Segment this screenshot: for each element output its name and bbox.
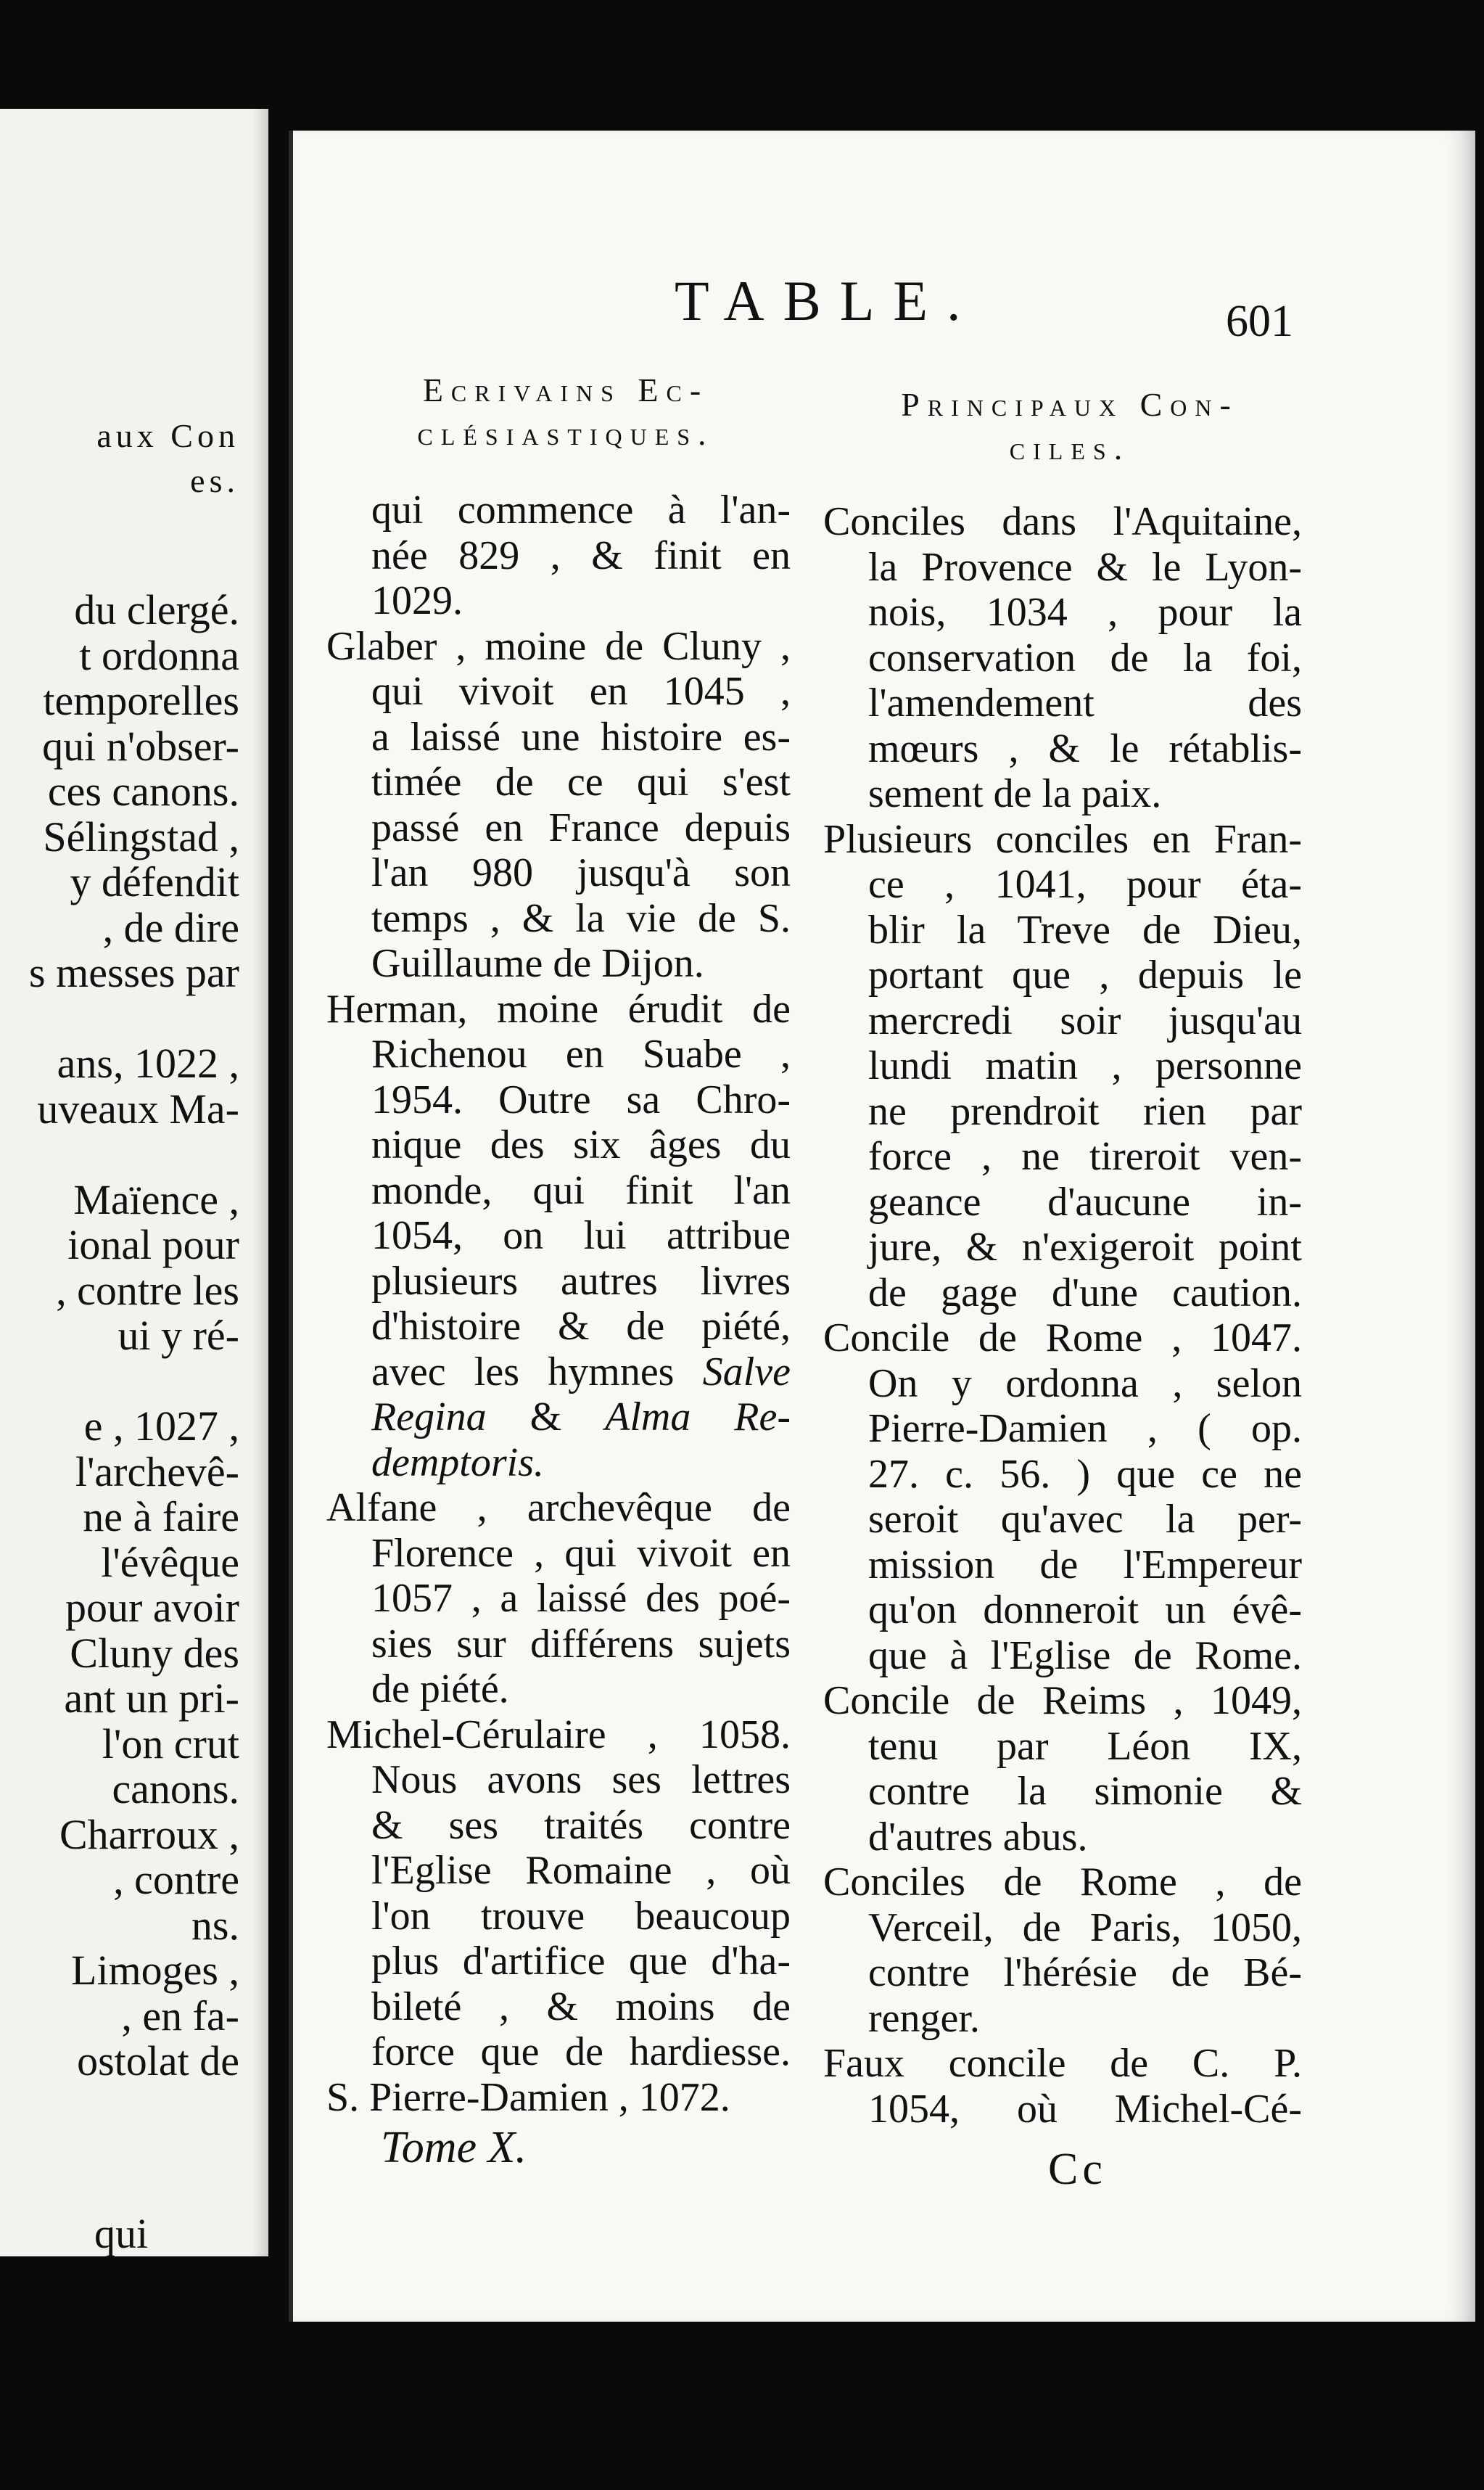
table-entry-line: l'on trouve beaucoup [371,1893,791,1939]
table-entry-line: On y ordonna , selon [868,1360,1302,1406]
facing-page-line: l'on crut [102,1719,239,1767]
table-entry-line: ce , 1041, pour éta- [868,862,1302,907]
table-entry-line: la Provence & le Lyon- [868,544,1302,590]
facing-page-line: t ordonna [79,631,239,679]
table-entry-line: nois, 1034 , pour la [868,590,1302,635]
table-entry-line: mœurs , & le rétablis- [868,726,1302,771]
facing-page-line: Charroux , [59,1810,239,1858]
page-fold [252,109,268,2256]
table-entry-line: Pierre-Damien , ( op. [868,1406,1302,1451]
table-entry-line: blir la Treve de Dieu, [868,907,1302,953]
table-entry-line: portant que , depuis le [868,953,1302,998]
table-entry-line: geance d'aucune in- [868,1179,1302,1225]
table-entry-line: tenu par Léon IX, [868,1723,1302,1769]
heading-line: Principaux Con- [901,386,1239,423]
table-entry-line: qu'on donneroit un évê- [868,1587,1302,1632]
facing-page-line: , contre les [56,1266,239,1314]
table-entry-line: a laissé une histoire es- [371,714,791,760]
facing-page-line: ostolat de [77,2037,239,2084]
left-header-line-2: es. [190,462,239,499]
facing-page-line: temporelles [43,677,239,724]
table-entry-line: bileté , & moins de [371,1984,791,2029]
facing-page-line: , en fa- [121,1992,239,2039]
table-entry-line: monde, qui finit l'an [371,1167,791,1213]
table-entry-line: qui vivoit en 1045 , [371,669,791,714]
facing-page-line: , de dire [102,903,239,951]
facing-page-line: qui n'obser- [42,722,239,770]
column-heading-writers [330,369,801,456]
facing-page-line: Sélingstad , [43,813,239,860]
table-entry-line: née 829 , & finit en [371,533,791,578]
table-entry-line: lundi matin , personne [868,1043,1302,1088]
table-entry-line: contre l'hérésie de Bé- [868,1950,1302,1995]
table-entry-line: d'histoire & de piété, [371,1304,791,1349]
table-entry-line: Florence , qui vivoit en [371,1530,791,1576]
facing-page-line: y défendit [70,858,239,905]
facing-page-line: Limoges , [71,1947,239,1994]
table-entry-line: 1954. Outre sa Chro- [371,1077,791,1122]
volume-signature: Tome X. [381,2123,527,2172]
table-entry-line: plus d'artifice que d'ha- [371,1939,791,1984]
facing-page-line: du clergé. [74,586,239,633]
facing-page-line: ns. [191,1901,239,1949]
table-entry-line: Plusieurs conciles en Fran- [823,816,1302,862]
table-entry-line: 1054, où Michel-Cé- [868,2086,1302,2132]
table-entry-line: l'amendement des [868,681,1302,726]
page-number: 601 [1226,297,1293,346]
heading-line: clésiastiques. [417,415,714,452]
table-entry-line: Richenou en Suabe , [371,1032,791,1077]
table-entry-line: S. Pierre-Damien , 1072. [326,2074,730,2120]
table-entry-line: ne prendroit rien par [868,1088,1302,1134]
table-entry-line: Alfane , archevêque de [326,1485,791,1530]
table-entry-line: Verceil, de Paris, 1050, [868,1905,1302,1950]
table-entry-line: Concile de Reims , 1049, [823,1678,1302,1723]
heading-line: ciles. [1009,430,1131,467]
table-entry-line: 1054, on lui attribue [371,1213,791,1258]
table-entry-line: Concile de Rome , 1047. [823,1315,1302,1360]
facing-page-left [0,109,268,2256]
table-entry-line: de piété. [371,1667,509,1712]
facing-page-line: ional pour [67,1221,239,1268]
table-entry-line: force , ne tireroit ven- [868,1134,1302,1179]
facing-page-line: uveaux Ma- [37,1085,239,1133]
table-entry-line: Faux concile de C. P. [823,2041,1302,2086]
table-entry-line: jure, & n'exigeroit point [868,1225,1302,1270]
column-councils [823,499,1302,2132]
table-entry-line: Herman, moine érudit de [326,986,791,1032]
facing-page-line: canons. [112,1765,239,1812]
table-entry-line: mercredi soir jusqu'au [868,998,1302,1043]
table-entry-line: Conciles dans l'Aquitaine, [823,499,1302,544]
left-header-line-1: aux Con [96,417,239,454]
table-entry-line: renger. [868,1995,980,2041]
column-heading-councils [838,383,1302,470]
left-catchword: qui [94,2210,149,2256]
facing-page-line: pour avoir [65,1584,239,1631]
table-entry-line: Conciles de Rome , de [823,1860,1302,1905]
facing-page-line: e , 1027 , [83,1402,239,1450]
table-entry-line: force que de hardiesse. [371,2029,791,2074]
facing-page-line: ui y ré- [118,1312,239,1359]
table-entry-line: timée de ce qui s'est [371,760,791,805]
table-entry-line: sement de la paix. [868,771,1162,816]
table-entry-line: conservation de la foi, [868,635,1302,681]
table-entry-line: 27. c. 56. ) que ce ne [868,1451,1302,1497]
table-entry-line: seroit qu'avec la per- [868,1497,1302,1542]
table-entry-line: demptoris. [371,1439,544,1485]
table-entry-line: avec les hymnes Salve [371,1349,791,1394]
table-entry-line: d'autres abus. [868,1814,1088,1860]
table-entry-line: nique des six âges du [371,1122,791,1167]
table-entry-line: de gage d'une caution. [868,1270,1302,1315]
table-entry-line: sies sur différens sujets [371,1621,791,1667]
table-entry-line: plusieurs autres livres [371,1258,791,1304]
table-entry-line: passé en France depuis [371,805,791,850]
facing-page-line: ces canons. [47,768,239,815]
table-entry-line: Guillaume de Dijon. [371,941,704,986]
gathering-signature: Cc [1048,2145,1107,2194]
table-entry-line: Michel-Cérulaire , 1058. [326,1712,791,1757]
facing-page-line: Maïence , [73,1175,239,1223]
table-entry-line: Glaber , moine de Cluny , [326,623,791,669]
facing-page-line: l'évêque [101,1538,239,1586]
table-entry-line: contre la simonie & [868,1769,1302,1814]
table-entry-line: mission de l'Empereur [868,1542,1302,1587]
table-entry-line: l'Eglise Romaine , où [371,1848,791,1893]
running-title: TABLE. [675,269,980,332]
table-entry-line: 1029. [371,578,463,623]
table-entry-line: l'an 980 jusqu'à son [371,850,791,895]
facing-page-line: ant un pri- [64,1675,239,1722]
facing-page-line: ne à faire [83,1493,239,1540]
facing-page-line: s messes par [29,949,239,996]
facing-page-line: l'archevê- [75,1447,239,1495]
table-entry-line: 1057 , a laissé des poé- [371,1576,791,1621]
table-entry-line: Nous avons ses lettres [371,1757,791,1802]
table-entry-line: qui commence à l'an- [371,488,791,533]
column-writers [326,488,791,2120]
table-entry-line: Regina & Alma Re- [371,1394,791,1439]
facing-page-line: Cluny des [70,1629,239,1677]
heading-line: Ecrivains Ec- [422,371,709,408]
facing-page-line: ans, 1022 , [57,1040,239,1087]
table-entry-line: que à l'Eglise de Rome. [868,1632,1302,1678]
table-entry-line: & ses traités contre [371,1802,791,1848]
facing-page-line: , contre [113,1856,239,1903]
table-entry-line: temps , & la vie de S. [371,895,791,941]
